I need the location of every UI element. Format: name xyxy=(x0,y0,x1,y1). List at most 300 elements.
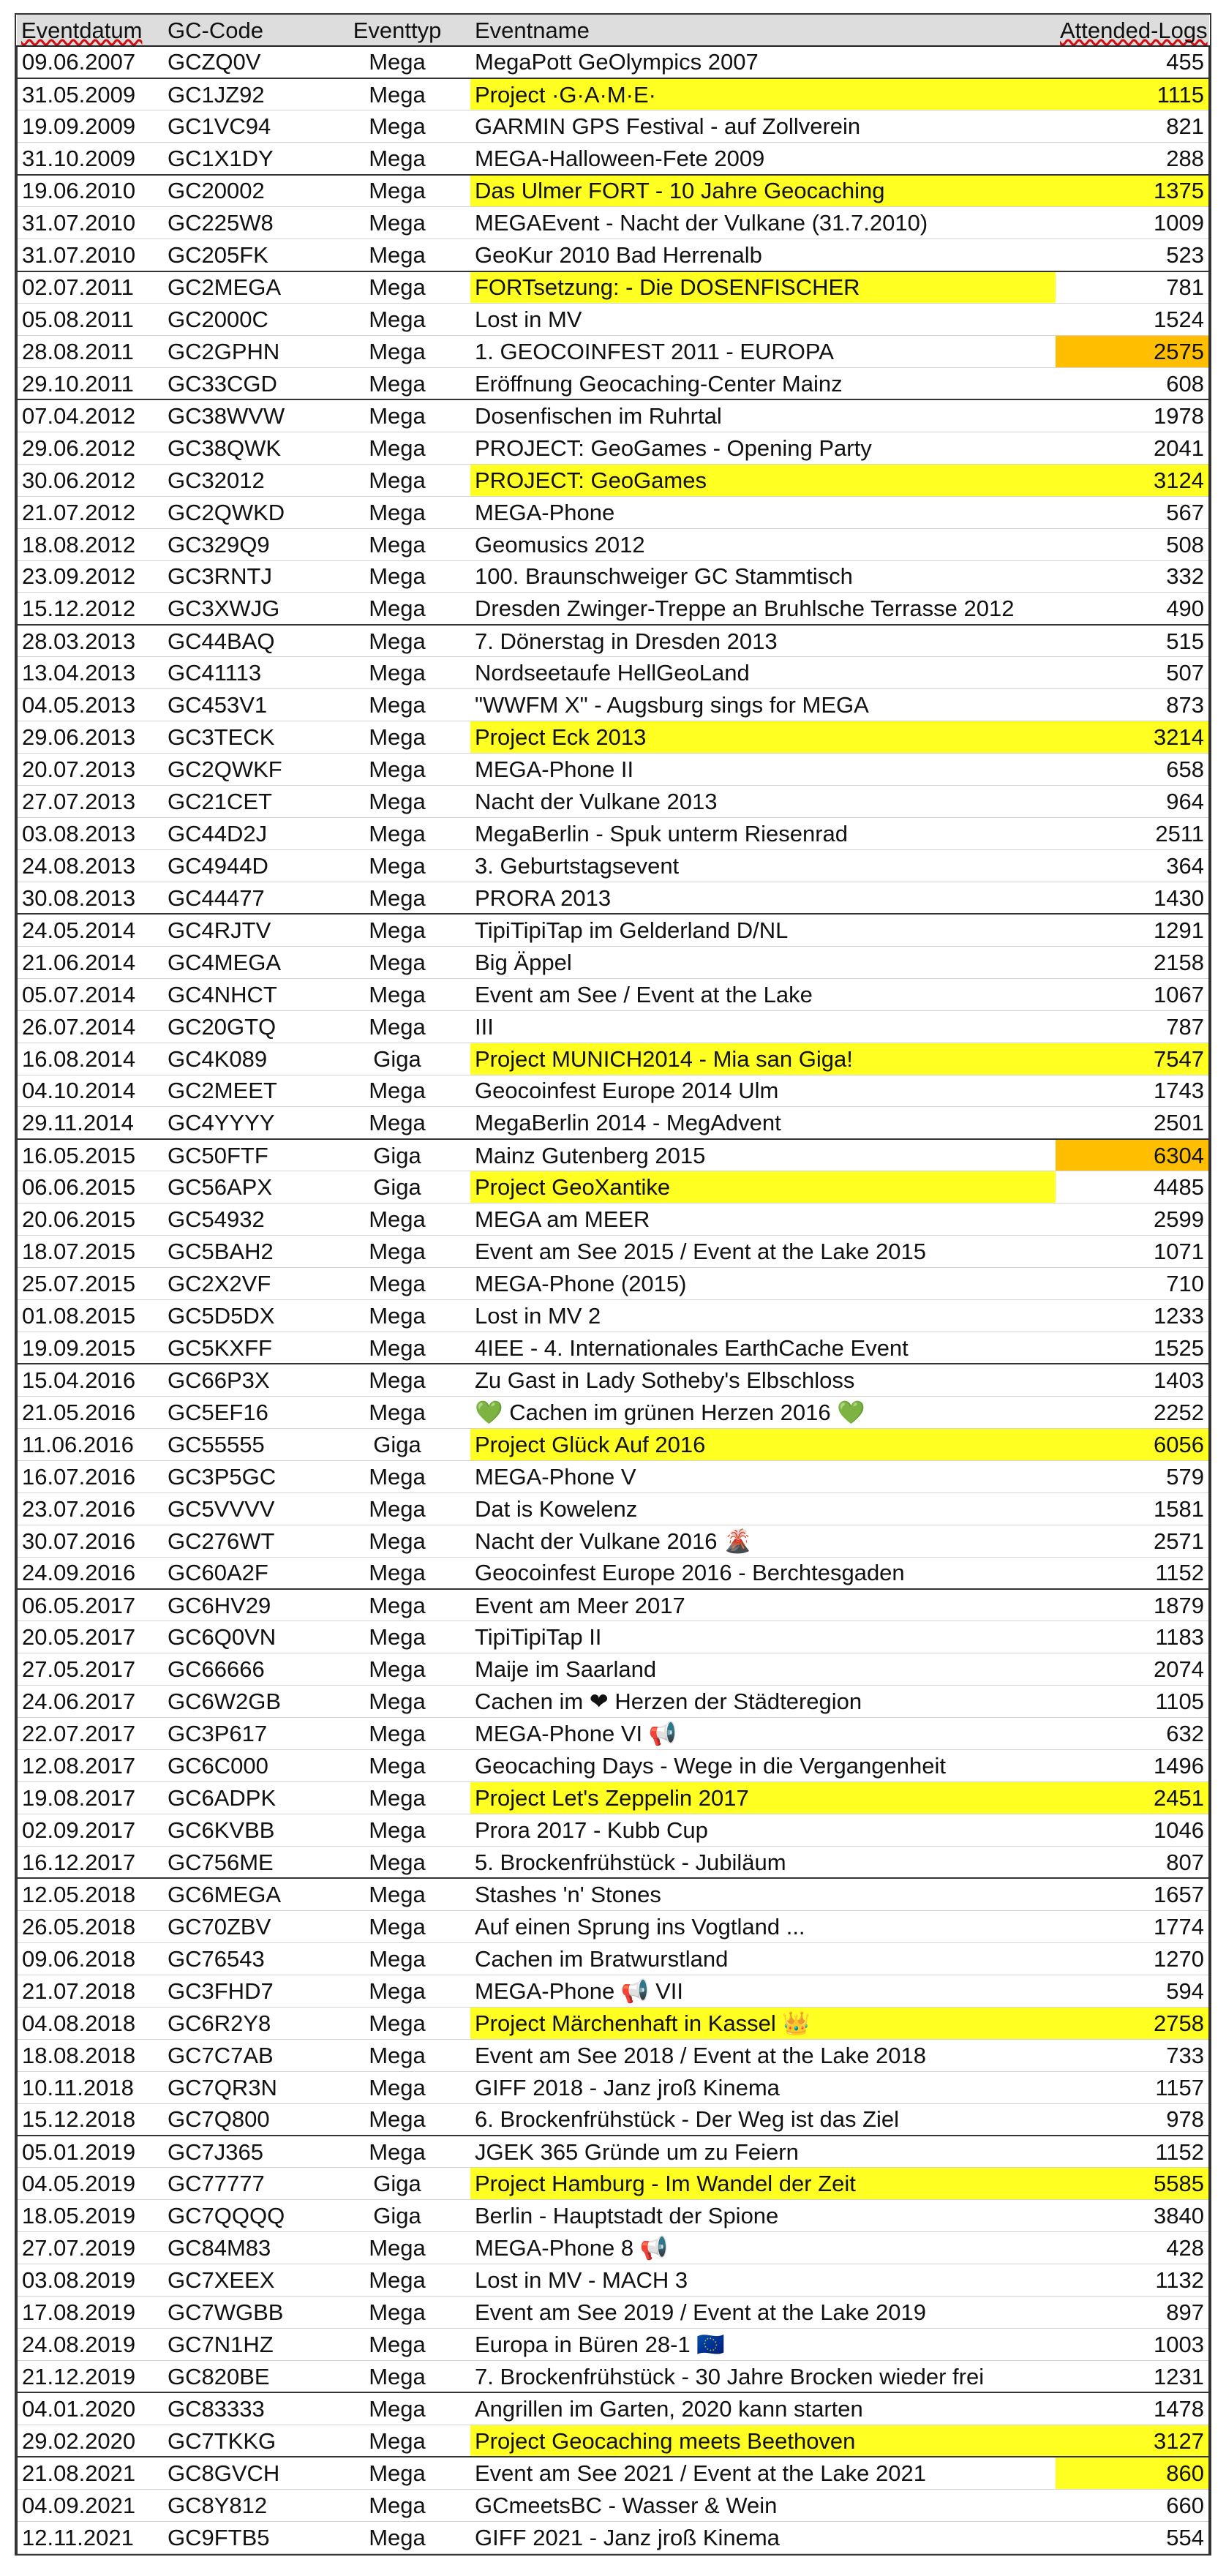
table-row[interactable] xyxy=(17,1107,1209,1139)
cell-type[interactable]: Mega xyxy=(324,1010,470,1043)
table-row[interactable] xyxy=(17,1236,1209,1268)
cell-type[interactable]: Mega xyxy=(324,1975,470,2007)
cell-name[interactable]: Dosenfischen im Ruhrtal xyxy=(470,399,1056,432)
cell-date[interactable]: 15.12.2012 xyxy=(17,593,163,625)
cell-code[interactable]: GC1VC94 xyxy=(163,110,324,143)
cell-name[interactable]: Berlin - Hauptstadt der Spione xyxy=(470,2200,1056,2232)
cell-date[interactable]: 04.10.2014 xyxy=(17,1075,163,1107)
cell-date[interactable]: 24.06.2017 xyxy=(17,1686,163,1718)
cell-date[interactable]: 21.08.2021 xyxy=(17,2457,163,2489)
cell-date[interactable]: 21.12.2019 xyxy=(17,2361,163,2393)
cell-type[interactable]: Mega xyxy=(324,786,470,818)
cell-logs[interactable]: 2074 xyxy=(1056,1653,1209,1686)
cell-name[interactable]: MEGA am MEER xyxy=(470,1203,1056,1236)
cell-logs[interactable]: 658 xyxy=(1056,754,1209,786)
table-row[interactable] xyxy=(17,2071,1209,2103)
cell-date[interactable]: 27.07.2013 xyxy=(17,786,163,818)
cell-date[interactable]: 27.05.2017 xyxy=(17,1653,163,1686)
cell-date[interactable]: 16.08.2014 xyxy=(17,1043,163,1075)
cell-name[interactable]: GARMIN GPS Festival - auf Zollverein xyxy=(470,110,1056,143)
cell-code[interactable]: GC4MEGA xyxy=(163,946,324,978)
cell-date[interactable]: 18.08.2012 xyxy=(17,528,163,560)
cell-name[interactable]: Eröffnung Geocaching-Center Mainz xyxy=(470,367,1056,399)
cell-name[interactable]: Cachen im Bratwurstland xyxy=(470,1942,1056,1975)
cell-type[interactable]: Mega xyxy=(324,1942,470,1975)
cell-code[interactable]: GC7N1HZ xyxy=(163,2329,324,2361)
cell-code[interactable]: GC3P5GC xyxy=(163,1460,324,1492)
table-row[interactable] xyxy=(17,1332,1209,1364)
cell-name[interactable]: Geocoinfest Europe 2016 - Berchtesgaden xyxy=(470,1557,1056,1589)
header-name[interactable]: Eventname xyxy=(470,15,1056,46)
cell-type[interactable]: Mega xyxy=(324,1236,470,1268)
cell-type[interactable]: Mega xyxy=(324,625,470,657)
cell-logs[interactable]: 1581 xyxy=(1056,1492,1209,1525)
cell-date[interactable]: 04.09.2021 xyxy=(17,2489,163,2521)
table-row[interactable] xyxy=(17,849,1209,882)
cell-code[interactable]: GC7WGBB xyxy=(163,2297,324,2329)
table-row[interactable] xyxy=(17,1043,1209,1075)
cell-code[interactable]: GC44D2J xyxy=(163,818,324,850)
cell-logs[interactable]: 1071 xyxy=(1056,1236,1209,1268)
cell-name[interactable]: Event am See / Event at the Lake xyxy=(470,978,1056,1010)
table-row[interactable] xyxy=(17,2297,1209,2329)
cell-logs[interactable]: 2511 xyxy=(1056,818,1209,850)
cell-logs[interactable]: 1879 xyxy=(1056,1589,1209,1621)
cell-type[interactable]: Mega xyxy=(324,2392,470,2425)
header-logs[interactable]: Attended-Logs xyxy=(1056,15,1209,46)
cell-logs[interactable]: 2599 xyxy=(1056,1203,1209,1236)
cell-date[interactable]: 24.08.2019 xyxy=(17,2329,163,2361)
cell-type[interactable]: Mega xyxy=(324,721,470,754)
cell-name[interactable]: Event am See 2019 / Event at the Lake 2019 xyxy=(470,2297,1056,2329)
cell-date[interactable]: 18.05.2019 xyxy=(17,2200,163,2232)
table-row[interactable] xyxy=(17,399,1209,432)
cell-logs[interactable]: 1046 xyxy=(1056,1814,1209,1847)
table-row[interactable] xyxy=(17,2457,1209,2489)
table-row[interactable] xyxy=(17,1653,1209,1686)
cell-name[interactable]: Project Eck 2013 xyxy=(470,721,1056,754)
cell-name[interactable]: JGEK 365 Gründe um zu Feiern xyxy=(470,2136,1056,2168)
cell-code[interactable]: GC44BAQ xyxy=(163,625,324,657)
cell-name[interactable]: PRORA 2013 xyxy=(470,882,1056,914)
cell-code[interactable]: GC33CGD xyxy=(163,367,324,399)
cell-name[interactable]: MEGA-Phone II xyxy=(470,754,1056,786)
table-row[interactable] xyxy=(17,1525,1209,1557)
cell-code[interactable]: GC50FTF xyxy=(163,1139,324,1171)
cell-name[interactable]: 💚 Cachen im grünen Herzen 2016 💚 xyxy=(470,1396,1056,1428)
cell-name[interactable]: MEGA-Phone xyxy=(470,496,1056,528)
cell-code[interactable]: GC6MEGA xyxy=(163,1878,324,1910)
table-row[interactable] xyxy=(17,2168,1209,2200)
cell-code[interactable]: GC83333 xyxy=(163,2392,324,2425)
cell-logs[interactable]: 2158 xyxy=(1056,946,1209,978)
cell-date[interactable]: 16.12.2017 xyxy=(17,1847,163,1879)
cell-name[interactable]: Lost in MV - MACH 3 xyxy=(470,2264,1056,2297)
cell-logs[interactable]: 1978 xyxy=(1056,399,1209,432)
cell-type[interactable]: Mega xyxy=(324,1814,470,1847)
cell-name[interactable]: Geocoinfest Europe 2014 Ulm xyxy=(470,1075,1056,1107)
cell-date[interactable]: 24.05.2014 xyxy=(17,914,163,946)
table-row[interactable] xyxy=(17,560,1209,593)
table-row[interactable] xyxy=(17,1171,1209,1203)
cell-date[interactable]: 12.11.2021 xyxy=(17,2521,163,2553)
cell-logs[interactable]: 332 xyxy=(1056,560,1209,593)
cell-name[interactable]: MegaBerlin 2014 - MegAdvent xyxy=(470,1107,1056,1139)
cell-type[interactable]: Mega xyxy=(324,978,470,1010)
cell-name[interactable]: "WWFM X" - Augsburg sings for MEGA xyxy=(470,689,1056,721)
cell-name[interactable]: MegaPott GeOlympics 2007 xyxy=(470,46,1056,78)
cell-logs[interactable]: 787 xyxy=(1056,1010,1209,1043)
cell-name[interactable]: Event am Meer 2017 xyxy=(470,1589,1056,1621)
cell-date[interactable]: 23.07.2016 xyxy=(17,1492,163,1525)
cell-logs[interactable]: 964 xyxy=(1056,786,1209,818)
table-row[interactable] xyxy=(17,818,1209,850)
cell-code[interactable]: GC66666 xyxy=(163,1653,324,1686)
cell-logs[interactable]: 1430 xyxy=(1056,882,1209,914)
cell-logs[interactable]: 632 xyxy=(1056,1718,1209,1750)
cell-logs[interactable]: 1152 xyxy=(1056,2136,1209,2168)
cell-code[interactable]: GC329Q9 xyxy=(163,528,324,560)
cell-logs[interactable]: 1403 xyxy=(1056,1364,1209,1396)
cell-logs[interactable]: 821 xyxy=(1056,110,1209,143)
cell-date[interactable]: 07.04.2012 xyxy=(17,399,163,432)
cell-logs[interactable]: 1291 xyxy=(1056,914,1209,946)
cell-name[interactable]: Nacht der Vulkane 2013 xyxy=(470,786,1056,818)
cell-type[interactable]: Mega xyxy=(324,2425,470,2457)
cell-name[interactable]: 7. Dönerstag in Dresden 2013 xyxy=(470,625,1056,657)
cell-name[interactable]: Project Glück Auf 2016 xyxy=(470,1428,1056,1460)
cell-code[interactable]: GC6ADPK xyxy=(163,1782,324,1814)
cell-date[interactable]: 25.07.2015 xyxy=(17,1268,163,1300)
table-row[interactable] xyxy=(17,946,1209,978)
table-row[interactable] xyxy=(17,432,1209,464)
table-row[interactable] xyxy=(17,625,1209,657)
table-row[interactable] xyxy=(17,721,1209,754)
cell-logs[interactable]: 873 xyxy=(1056,689,1209,721)
cell-code[interactable]: GC276WT xyxy=(163,1525,324,1557)
cell-date[interactable]: 31.07.2010 xyxy=(17,239,163,271)
cell-date[interactable]: 18.07.2015 xyxy=(17,1236,163,1268)
cell-name[interactable]: Das Ulmer FORT - 10 Jahre Geocaching xyxy=(470,175,1056,207)
cell-logs[interactable]: 2041 xyxy=(1056,432,1209,464)
cell-logs[interactable]: 5585 xyxy=(1056,2168,1209,2200)
table-row[interactable] xyxy=(17,1750,1209,1782)
cell-name[interactable]: Europa in Büren 28-1 🇪🇺 xyxy=(470,2329,1056,2361)
cell-type[interactable]: Mega xyxy=(324,560,470,593)
cell-type[interactable]: Mega xyxy=(324,1075,470,1107)
cell-name[interactable]: Project MUNICH2014 - Mia san Giga! xyxy=(470,1043,1056,1075)
table-row[interactable] xyxy=(17,1075,1209,1107)
table-row[interactable] xyxy=(17,2264,1209,2297)
table-row[interactable] xyxy=(17,882,1209,914)
cell-code[interactable]: GC56APX xyxy=(163,1171,324,1203)
cell-type[interactable]: Mega xyxy=(324,2039,470,2071)
cell-name[interactable]: 1. GEOCOINFEST 2011 - EUROPA xyxy=(470,335,1056,367)
cell-name[interactable]: MEGA-Halloween-Fete 2009 xyxy=(470,143,1056,175)
cell-logs[interactable]: 608 xyxy=(1056,367,1209,399)
cell-type[interactable]: Mega xyxy=(324,367,470,399)
table-row[interactable] xyxy=(17,2425,1209,2457)
table-row[interactable] xyxy=(17,175,1209,207)
cell-date[interactable]: 20.07.2013 xyxy=(17,754,163,786)
cell-code[interactable]: GC7TKKG xyxy=(163,2425,324,2457)
table-row[interactable] xyxy=(17,2329,1209,2361)
cell-name[interactable]: Mainz Gutenberg 2015 xyxy=(470,1139,1056,1171)
cell-name[interactable]: TipiTipiTap im Gelderland D/NL xyxy=(470,914,1056,946)
cell-logs[interactable]: 6056 xyxy=(1056,1428,1209,1460)
cell-name[interactable]: Nacht der Vulkane 2016 🌋 xyxy=(470,1525,1056,1557)
cell-logs[interactable]: 781 xyxy=(1056,271,1209,304)
cell-type[interactable]: Mega xyxy=(324,1300,470,1332)
table-row[interactable] xyxy=(17,1010,1209,1043)
cell-logs[interactable]: 7547 xyxy=(1056,1043,1209,1075)
cell-type[interactable]: Mega xyxy=(324,1203,470,1236)
cell-type[interactable]: Mega xyxy=(324,818,470,850)
cell-type[interactable]: Mega xyxy=(324,2457,470,2489)
cell-type[interactable]: Mega xyxy=(324,657,470,689)
cell-logs[interactable]: 1478 xyxy=(1056,2392,1209,2425)
cell-date[interactable]: 17.08.2019 xyxy=(17,2297,163,2329)
cell-code[interactable]: GC6C000 xyxy=(163,1750,324,1782)
cell-date[interactable]: 03.08.2013 xyxy=(17,818,163,850)
cell-name[interactable]: Project Let's Zeppelin 2017 xyxy=(470,1782,1056,1814)
cell-logs[interactable]: 807 xyxy=(1056,1847,1209,1879)
cell-name[interactable]: III xyxy=(470,1010,1056,1043)
cell-code[interactable]: GC8Y812 xyxy=(163,2489,324,2521)
cell-date[interactable]: 13.04.2013 xyxy=(17,657,163,689)
table-row[interactable] xyxy=(17,1268,1209,1300)
cell-type[interactable]: Mega xyxy=(324,946,470,978)
header-code[interactable]: GC-Code xyxy=(163,15,324,46)
cell-logs[interactable]: 1231 xyxy=(1056,2361,1209,2393)
cell-code[interactable]: GC6Q0VN xyxy=(163,1621,324,1653)
header-type[interactable]: Eventtyp xyxy=(324,15,470,46)
cell-date[interactable]: 05.07.2014 xyxy=(17,978,163,1010)
cell-name[interactable]: Project GeoXantike xyxy=(470,1171,1056,1203)
cell-name[interactable]: Maije im Saarland xyxy=(470,1653,1056,1686)
cell-date[interactable]: 29.06.2013 xyxy=(17,721,163,754)
cell-type[interactable]: Mega xyxy=(324,464,470,496)
cell-name[interactable]: Big Äppel xyxy=(470,946,1056,978)
table-row[interactable] xyxy=(17,1942,1209,1975)
cell-type[interactable]: Mega xyxy=(324,239,470,271)
cell-logs[interactable]: 2571 xyxy=(1056,1525,1209,1557)
cell-code[interactable]: GC38WVW xyxy=(163,399,324,432)
cell-code[interactable]: GC84M83 xyxy=(163,2232,324,2264)
cell-code[interactable]: GC5VVVV xyxy=(163,1492,324,1525)
cell-logs[interactable]: 2252 xyxy=(1056,1396,1209,1428)
cell-type[interactable]: Giga xyxy=(324,2168,470,2200)
cell-date[interactable]: 10.11.2018 xyxy=(17,2071,163,2103)
cell-logs[interactable]: 1496 xyxy=(1056,1750,1209,1782)
cell-type[interactable]: Mega xyxy=(324,1718,470,1750)
cell-code[interactable]: GC3TECK xyxy=(163,721,324,754)
table-row[interactable] xyxy=(17,1589,1209,1621)
table-row[interactable] xyxy=(17,1428,1209,1460)
cell-logs[interactable]: 1657 xyxy=(1056,1878,1209,1910)
cell-code[interactable]: GC44477 xyxy=(163,882,324,914)
table-row[interactable] xyxy=(17,528,1209,560)
cell-code[interactable]: GC2QWKF xyxy=(163,754,324,786)
table-row[interactable] xyxy=(17,1460,1209,1492)
cell-code[interactable]: GC2QWKD xyxy=(163,496,324,528)
cell-code[interactable]: GC38QWK xyxy=(163,432,324,464)
cell-date[interactable]: 26.07.2014 xyxy=(17,1010,163,1043)
table-row[interactable] xyxy=(17,367,1209,399)
table-row[interactable] xyxy=(17,1847,1209,1879)
cell-code[interactable]: GC77777 xyxy=(163,2168,324,2200)
cell-date[interactable]: 30.08.2013 xyxy=(17,882,163,914)
cell-name[interactable]: TipiTipiTap II xyxy=(470,1621,1056,1653)
cell-name[interactable]: GeoKur 2010 Bad Herrenalb xyxy=(470,239,1056,271)
table-row[interactable] xyxy=(17,271,1209,304)
cell-name[interactable]: Zu Gast in Lady Sotheby's Elbschloss xyxy=(470,1364,1056,1396)
table-row[interactable] xyxy=(17,207,1209,239)
cell-logs[interactable]: 1270 xyxy=(1056,1942,1209,1975)
header-date[interactable]: Eventdatum xyxy=(17,15,163,46)
cell-code[interactable]: GC8GVCH xyxy=(163,2457,324,2489)
cell-logs[interactable]: 3214 xyxy=(1056,721,1209,754)
cell-code[interactable]: GC9FTB5 xyxy=(163,2521,324,2553)
cell-code[interactable]: GC7QQQQ xyxy=(163,2200,324,2232)
cell-code[interactable]: GC2MEET xyxy=(163,1075,324,1107)
cell-type[interactable]: Mega xyxy=(324,914,470,946)
cell-type[interactable]: Mega xyxy=(324,2103,470,2136)
table-row[interactable] xyxy=(17,1396,1209,1428)
cell-name[interactable]: Nordseetaufe HellGeoLand xyxy=(470,657,1056,689)
cell-logs[interactable]: 554 xyxy=(1056,2521,1209,2553)
cell-logs[interactable]: 3124 xyxy=(1056,464,1209,496)
cell-logs[interactable]: 1157 xyxy=(1056,2071,1209,2103)
cell-type[interactable]: Mega xyxy=(324,1525,470,1557)
cell-logs[interactable]: 364 xyxy=(1056,849,1209,882)
cell-type[interactable]: Mega xyxy=(324,78,470,110)
cell-code[interactable]: GCZQ0V xyxy=(163,46,324,78)
table-row[interactable] xyxy=(17,657,1209,689)
cell-date[interactable]: 11.06.2016 xyxy=(17,1428,163,1460)
cell-date[interactable]: 05.01.2019 xyxy=(17,2136,163,2168)
cell-code[interactable]: GC32012 xyxy=(163,464,324,496)
cell-logs[interactable]: 515 xyxy=(1056,625,1209,657)
cell-code[interactable]: GC41113 xyxy=(163,657,324,689)
cell-logs[interactable]: 594 xyxy=(1056,1975,1209,2007)
cell-logs[interactable]: 6304 xyxy=(1056,1139,1209,1171)
cell-type[interactable]: Mega xyxy=(324,1557,470,1589)
cell-date[interactable]: 06.05.2017 xyxy=(17,1589,163,1621)
cell-type[interactable]: Mega xyxy=(324,1364,470,1396)
cell-date[interactable]: 22.07.2017 xyxy=(17,1718,163,1750)
cell-date[interactable]: 15.04.2016 xyxy=(17,1364,163,1396)
table-row[interactable] xyxy=(17,239,1209,271)
table-row[interactable] xyxy=(17,143,1209,175)
cell-logs[interactable]: 1152 xyxy=(1056,1557,1209,1589)
cell-type[interactable]: Mega xyxy=(324,143,470,175)
table-row[interactable] xyxy=(17,1139,1209,1171)
cell-type[interactable]: Mega xyxy=(324,1910,470,1942)
cell-date[interactable]: 04.05.2013 xyxy=(17,689,163,721)
cell-code[interactable]: GC4944D xyxy=(163,849,324,882)
cell-logs[interactable]: 1524 xyxy=(1056,304,1209,336)
table-row[interactable] xyxy=(17,2200,1209,2232)
table-row[interactable] xyxy=(17,914,1209,946)
cell-date[interactable]: 21.07.2018 xyxy=(17,1975,163,2007)
cell-name[interactable]: Event am See 2018 / Event at the Lake 2018 xyxy=(470,2039,1056,2071)
cell-logs[interactable]: 523 xyxy=(1056,239,1209,271)
cell-type[interactable]: Mega xyxy=(324,2329,470,2361)
cell-name[interactable]: 5. Brockenfrühstück - Jubiläum xyxy=(470,1847,1056,1879)
cell-date[interactable]: 21.06.2014 xyxy=(17,946,163,978)
cell-type[interactable]: Mega xyxy=(324,432,470,464)
table-row[interactable] xyxy=(17,464,1209,496)
cell-date[interactable]: 19.09.2009 xyxy=(17,110,163,143)
cell-logs[interactable]: 3840 xyxy=(1056,2200,1209,2232)
cell-logs[interactable]: 1743 xyxy=(1056,1075,1209,1107)
cell-type[interactable]: Mega xyxy=(324,1460,470,1492)
table-row[interactable] xyxy=(17,1203,1209,1236)
table-row[interactable] xyxy=(17,1814,1209,1847)
cell-type[interactable]: Mega xyxy=(324,1878,470,1910)
cell-type[interactable]: Mega xyxy=(324,2521,470,2553)
cell-code[interactable]: GC5BAH2 xyxy=(163,1236,324,1268)
table-row[interactable] xyxy=(17,46,1209,78)
cell-logs[interactable]: 1132 xyxy=(1056,2264,1209,2297)
cell-type[interactable]: Mega xyxy=(324,1268,470,1300)
cell-name[interactable]: Dresden Zwinger-Treppe an Bruhlsche Terrasse 2012 xyxy=(470,593,1056,625)
cell-name[interactable]: Lost in MV xyxy=(470,304,1056,336)
cell-code[interactable]: GC5D5DX xyxy=(163,1300,324,1332)
cell-logs[interactable]: 3127 xyxy=(1056,2425,1209,2457)
cell-logs[interactable]: 1115 xyxy=(1056,78,1209,110)
cell-name[interactable]: Dat is Kowelenz xyxy=(470,1492,1056,1525)
cell-type[interactable]: Mega xyxy=(324,528,470,560)
cell-name[interactable]: 100. Braunschweiger GC Stammtisch xyxy=(470,560,1056,593)
cell-type[interactable]: Mega xyxy=(324,496,470,528)
cell-date[interactable]: 06.06.2015 xyxy=(17,1171,163,1203)
cell-type[interactable]: Mega xyxy=(324,2232,470,2264)
cell-logs[interactable]: 710 xyxy=(1056,1268,1209,1300)
cell-code[interactable]: GC4YYYY xyxy=(163,1107,324,1139)
table-row[interactable] xyxy=(17,335,1209,367)
cell-code[interactable]: GC3P617 xyxy=(163,1718,324,1750)
cell-date[interactable]: 01.08.2015 xyxy=(17,1300,163,1332)
cell-type[interactable]: Mega xyxy=(324,1492,470,1525)
cell-code[interactable]: GC7J365 xyxy=(163,2136,324,2168)
cell-date[interactable]: 02.09.2017 xyxy=(17,1814,163,1847)
cell-code[interactable]: GC6HV29 xyxy=(163,1589,324,1621)
cell-date[interactable]: 20.06.2015 xyxy=(17,1203,163,1236)
cell-logs[interactable]: 567 xyxy=(1056,496,1209,528)
cell-type[interactable]: Mega xyxy=(324,1332,470,1364)
cell-name[interactable]: Stashes 'n' Stones xyxy=(470,1878,1056,1910)
cell-type[interactable]: Mega xyxy=(324,1847,470,1879)
cell-code[interactable]: GC3RNTJ xyxy=(163,560,324,593)
cell-logs[interactable]: 860 xyxy=(1056,2457,1209,2489)
cell-type[interactable]: Mega xyxy=(324,46,470,78)
cell-logs[interactable]: 4485 xyxy=(1056,1171,1209,1203)
cell-type[interactable]: Mega xyxy=(324,593,470,625)
cell-date[interactable]: 16.05.2015 xyxy=(17,1139,163,1171)
cell-name[interactable]: Angrillen im Garten, 2020 kann starten xyxy=(470,2392,1056,2425)
cell-type[interactable]: Mega xyxy=(324,882,470,914)
cell-name[interactable]: MEGA-Phone 📢 VII xyxy=(470,1975,1056,2007)
cell-code[interactable]: GC2MEGA xyxy=(163,271,324,304)
cell-type[interactable]: Mega xyxy=(324,689,470,721)
table-row[interactable] xyxy=(17,978,1209,1010)
cell-name[interactable]: 3. Geburtstagsevent xyxy=(470,849,1056,882)
cell-date[interactable]: 20.05.2017 xyxy=(17,1621,163,1653)
cell-code[interactable]: GC756ME xyxy=(163,1847,324,1879)
cell-date[interactable]: 18.08.2018 xyxy=(17,2039,163,2071)
